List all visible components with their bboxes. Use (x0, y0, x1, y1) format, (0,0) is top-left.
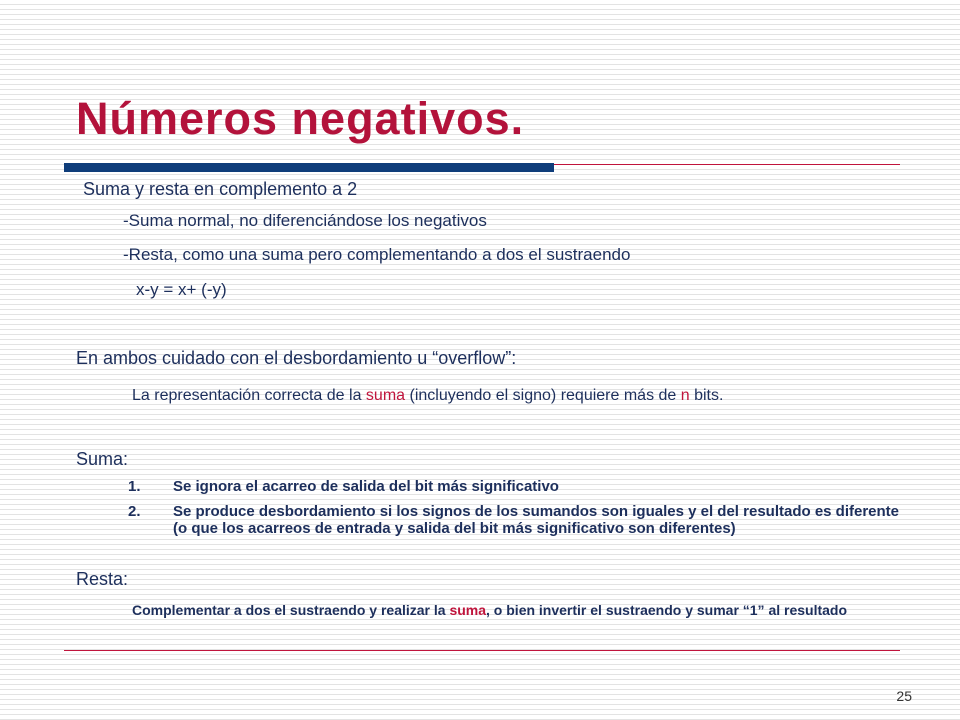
resta-heading: Resta: (76, 569, 129, 589)
suma-heading: Suma: (76, 449, 129, 469)
overflow-highlight-n: n (680, 387, 690, 404)
overflow-text-part1: La representación correcta de la (132, 387, 366, 404)
bullet-resta: -Resta, como una suma pero complementando a dos el sustraendo (123, 245, 631, 264)
resta-text-part2: , o bien invertir el sustraendo y sumar “1” al resultado (486, 602, 848, 618)
formula: x-y = x+ (-y) (136, 280, 227, 299)
bullet-suma-normal: -Suma normal, no diferenciándose los negativos (123, 211, 487, 230)
overflow-text-part2: (incluyendo el signo) requiere más de (405, 387, 681, 404)
list-item-number: 1. (128, 478, 141, 495)
list-item-text: Se ignora el acarreo de salida del bit más significativo (173, 478, 559, 495)
slide-title: Números negativos. (76, 93, 525, 144)
overflow-paragraph (132, 383, 892, 409)
footer-divider-line (64, 650, 900, 651)
suma-list (128, 478, 908, 568)
overflow-highlight-suma: suma (365, 387, 406, 404)
overflow-text-part3: bits. (689, 387, 724, 404)
page-number: 25 (896, 688, 912, 704)
title-accent-bar (64, 163, 554, 172)
list-item-text: Se produce desbordamiento si los signos de los sumandos son iguales y el del resultado es diferente (o que los acarreos de entrada y salida del bit más significativo son diferentes) (173, 503, 900, 537)
list-item-number: 2. (128, 503, 141, 520)
subtitle: Suma y resta en complemento a 2 (83, 179, 358, 199)
overflow-heading: En ambos cuidado con el desbordamiento u “overflow”: (76, 348, 517, 368)
resta-highlight-suma: suma (449, 602, 487, 618)
resta-text-part1: Complementar a dos el sustraendo y realizar la (132, 602, 450, 618)
resta-paragraph (132, 602, 902, 619)
